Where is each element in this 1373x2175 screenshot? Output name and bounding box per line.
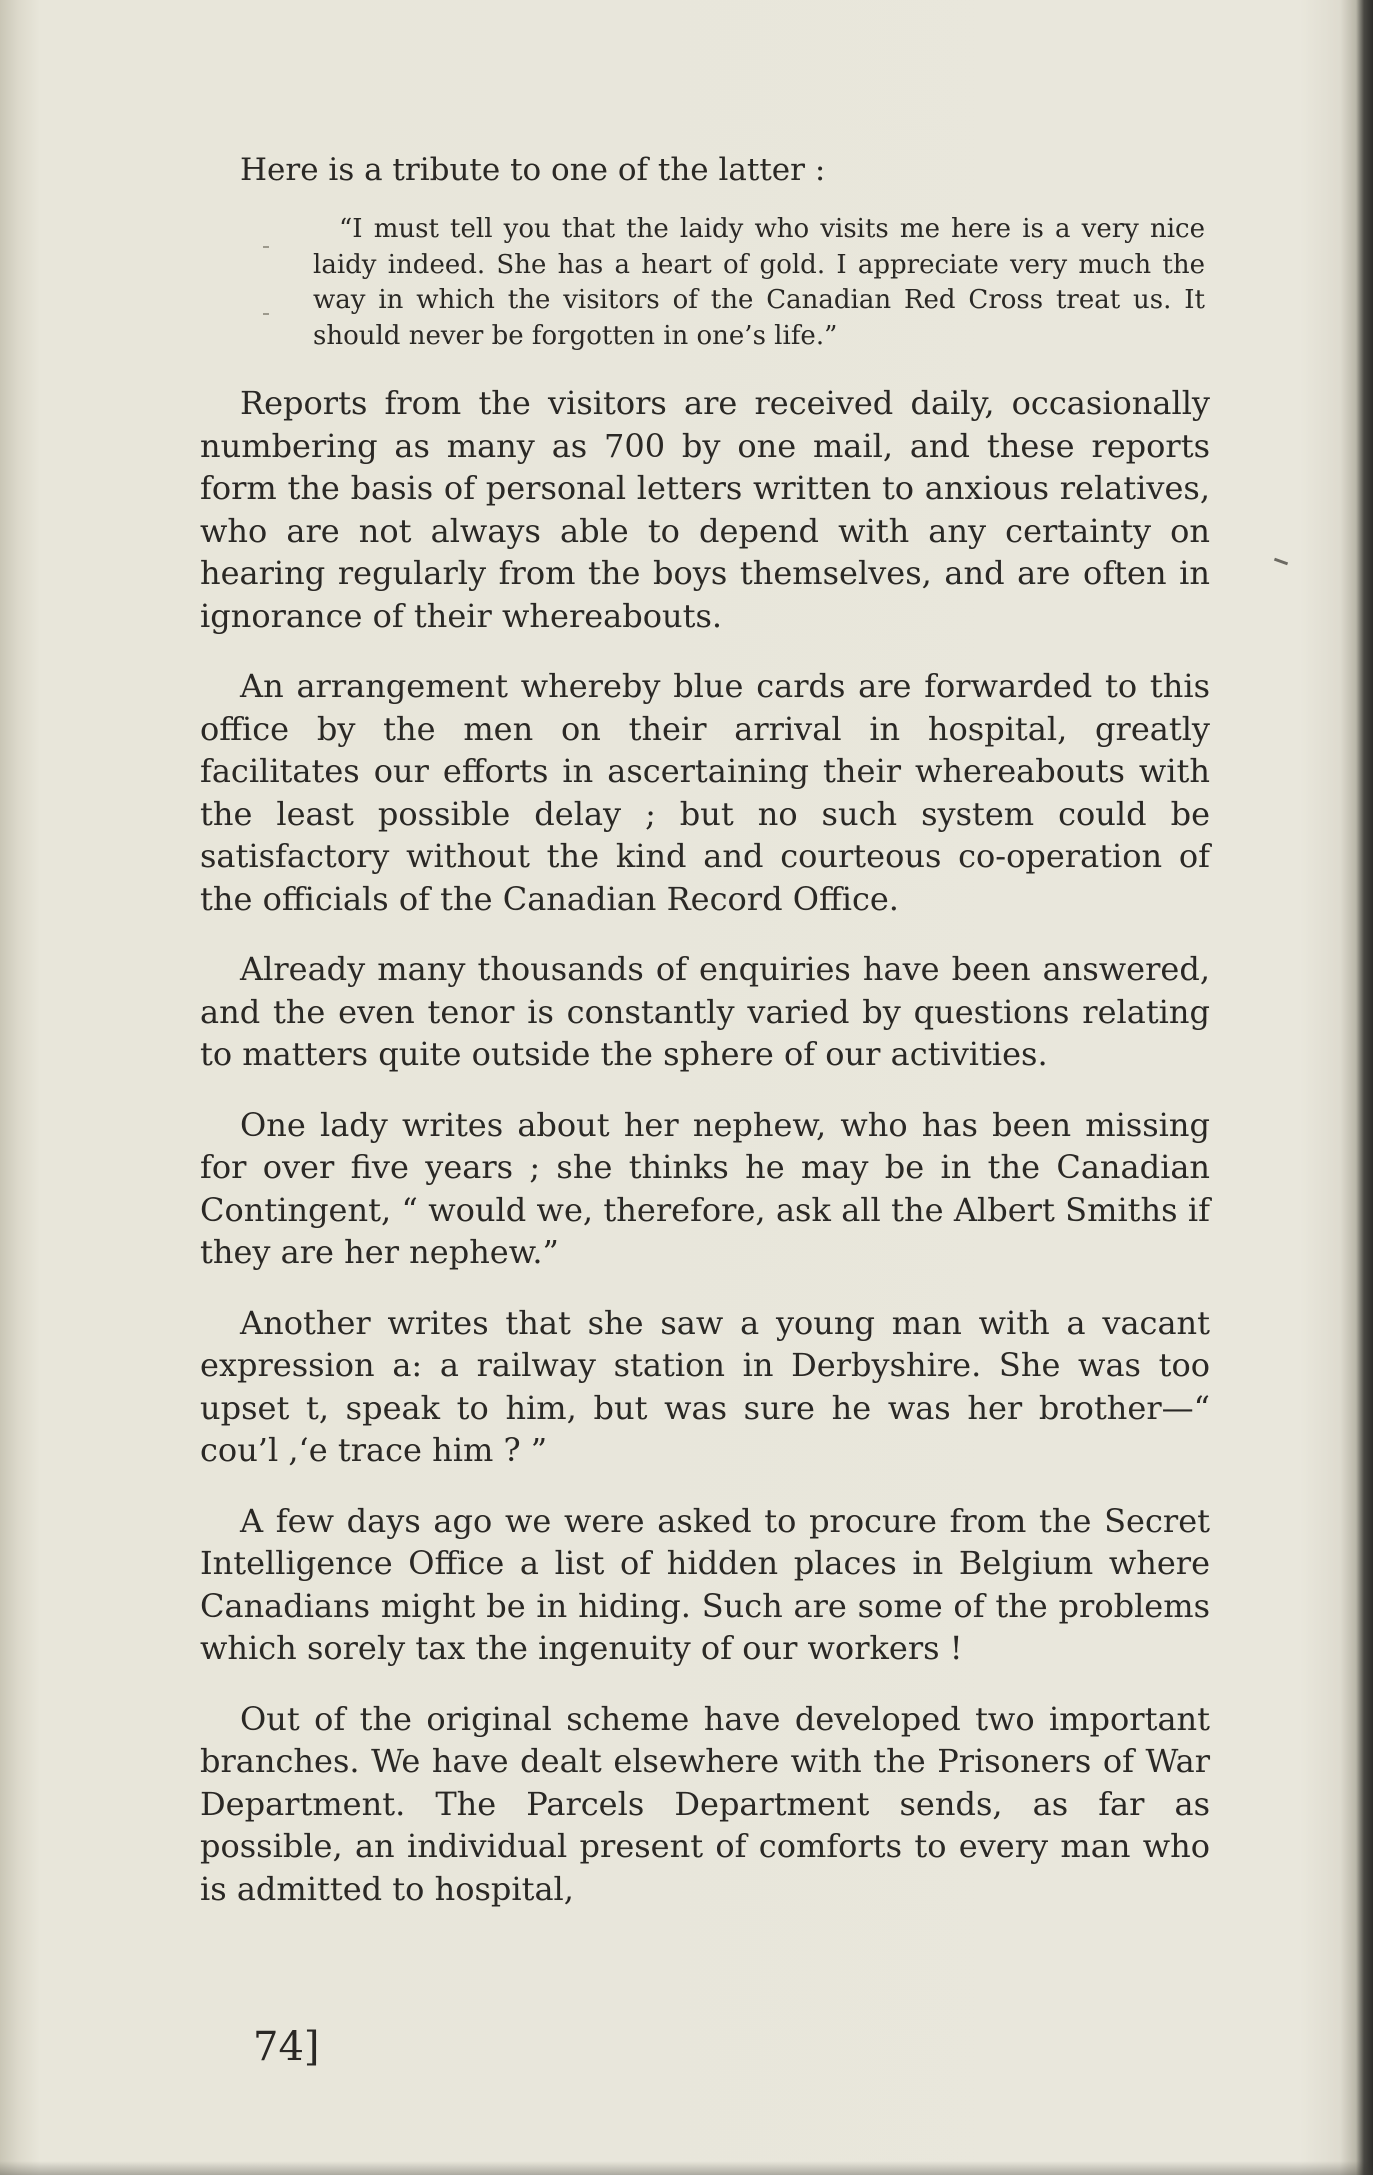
intro-line: Here is a tribute to one of the latter : — [240, 152, 826, 188]
paragraph: Reports from the visitors are received daily, occasionally numbering as many as 700 by one mail, and these reports form the basis of personal letters written to anxious relatives, who are not always able to depend with any certainty on hearing regularly from the boys themselves, and are often in ignorance of their whereabouts. — [200, 384, 1210, 635]
page-body — [200, 150, 1210, 1910]
page-number: 74] — [253, 2024, 320, 2070]
paragraph: A few days ago we were asked to procure from the Secret Intelligence Office a list of hidden places in Belgium where Canadians might be in hiding. Such are some of the problems which sorely tax the ingenuity of our workers ! — [200, 1501, 1210, 1667]
paragraph: Out of the original scheme have developed two important branches. We have dealt elsewhere with the Prisoners of War Department. The Parcels Department sends, as far as possible, an individual present of comforts to every man who is admitted to hospital, — [200, 1699, 1210, 1908]
paragraph: Already many thousands of enquiries have been answered, and the even tenor is constantly varied by questions relating to matters quite outside the sphere of our activities. — [200, 950, 1210, 1073]
margin-mark — [1274, 558, 1288, 566]
paragraph: One lady writes about her nephew, who has been missing for over five years ; she thinks he may be in the Canadian Contingent, “ would we, therefore, ask all the Albert Smiths if they are her nephew.” — [200, 1105, 1210, 1271]
block-quote: “I must tell you that the laidy who visits me here is a very nice laidy indeed. She has a heart of gold. I appreciate very much the way in which the visitors of the Canadian Red Cross treat us. It should never be forgotten in one’s life.” — [313, 214, 1205, 351]
paragraph: Another writes that she saw a young man with a vacant expression a: a railway station in Derbyshire. She was too upset t, speak to him, but was sure he was her brother—“ cou’l ,‘e trace him ? ” — [200, 1303, 1210, 1469]
paragraph: An arrangement whereby blue cards are forwarded to this office by the men on their arrival in hospital, greatly facilitates our efforts in ascertaining their whereabouts with the least possible delay ; but no such system could be satisfactory without the kind and courteous co-operation of the officials of the Canadian Record Office. — [200, 667, 1210, 918]
